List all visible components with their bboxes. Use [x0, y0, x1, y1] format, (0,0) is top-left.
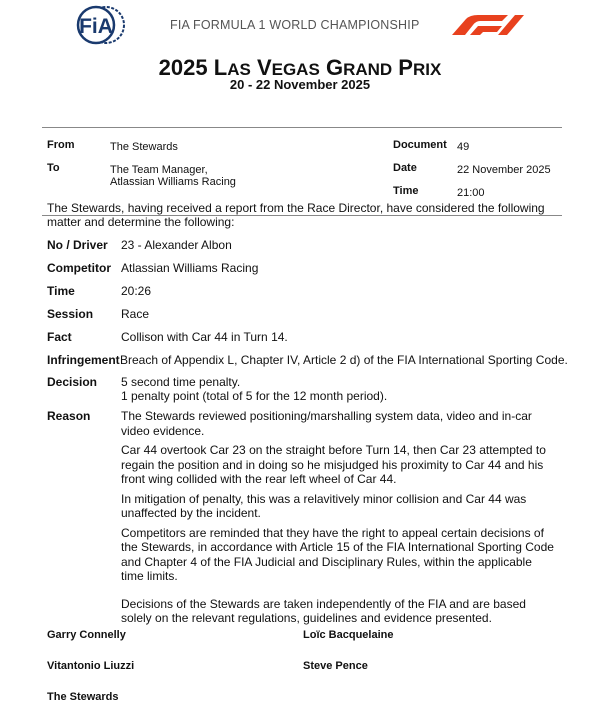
to-value-1: The Team Manager, [110, 164, 208, 176]
driver-value: 23 - Alexander Albon [121, 238, 232, 252]
document-label: Document [393, 139, 447, 151]
reason-paragraph: Competitors are reminded that they have the right to appeal certain decisions of the Stewards, in accordance with Article 15 of the FIA International Sporting Code and Chapter 4 of the FIA Judicial and Disciplinary Rules, within the applicable time limits. [121, 525, 554, 583]
word-initial: G [325, 55, 344, 80]
fact-label: Fact [47, 330, 72, 344]
infringement-label: Infringement [47, 353, 120, 367]
steward-signature: Garry Connelly [47, 629, 126, 641]
stewards-footer: The Stewards [47, 691, 119, 703]
divider [42, 127, 562, 128]
to-label: To [47, 162, 60, 174]
decision-label: Decision [47, 375, 98, 389]
time-label: Time [393, 185, 419, 197]
from-value: The Stewards [110, 141, 178, 153]
steward-signature: Vitantonio Liuzzi [47, 660, 135, 672]
word-rest: AS [227, 60, 251, 79]
from-label: From [47, 139, 75, 151]
championship-title: FIA FORMULA 1 WORLD CHAMPIONSHIP [170, 18, 420, 32]
driver-label: No / Driver [47, 238, 108, 252]
svg-text:FiA: FiA [79, 15, 113, 38]
f1-logo [452, 13, 528, 37]
event-dates: 20 - 22 November 2025 [229, 77, 371, 92]
event-title: 2025 LAS VEGAS GRAND PRIX [158, 55, 442, 80]
word-rest: EGAS [271, 60, 320, 79]
word-rest: RIX [412, 60, 442, 79]
time-value: 21:00 [457, 187, 485, 199]
time-value: 20:26 [121, 284, 152, 298]
time-label: Time [47, 284, 75, 298]
steward-signature: Steve Pence [303, 660, 368, 672]
reason-paragraph: In mitigation of penalty, this was a relavitively minor collision and Car 44 was unaffected by the incident. [121, 491, 527, 520]
decision-value-2: 1 penalty point (total of 5 for the 12 month period). [121, 389, 388, 403]
steward-signature: Loïc Bacquelaine [303, 629, 394, 641]
word-initial: V [256, 55, 272, 80]
date-label: Date [393, 162, 417, 174]
word-rest: RAND [343, 60, 393, 79]
reason-text [121, 409, 556, 631]
competitor-value: Atlassian Williams Racing [121, 261, 259, 275]
infringement-value: Breach of Appendix L, Chapter IV, Article 2 d) of the FIA International Sporting Code. [120, 353, 568, 367]
word-initial: P [398, 55, 413, 80]
to-value-2: Atlassian Williams Racing [110, 176, 236, 188]
session-value: Race [121, 307, 150, 321]
fact-value: Collison with Car 44 in Turn 14. [121, 330, 288, 344]
reason-paragraph: Decisions of the Stewards are taken independently of the FIA and are based solely on the relevant regulations, guidelines and evidence presented. [121, 596, 526, 625]
reason-label: Reason [47, 409, 91, 423]
reason-paragraph: The Stewards reviewed positioning/marshalling system data, video and in-car video evidence. [121, 409, 532, 438]
decision-value-1: 5 second time penalty. [121, 375, 241, 389]
intro-text: The Stewards, having received a report from the Race Director, have considered the following matter and determine the following: [47, 201, 545, 229]
session-label: Session [47, 307, 94, 321]
document-value: 49 [457, 141, 470, 153]
fia-logo [76, 4, 126, 46]
word-initial: L [213, 55, 228, 80]
date-value: 22 November 2025 [457, 164, 551, 176]
reason-paragraph: Car 44 overtook Car 23 on the straight before Turn 14, then Car 23 attempted to regain the position and in doing so he misjudged his proximity to Car 44 and his front wing collided with the rear left wheel of Car 44. [121, 443, 546, 486]
competitor-label: Competitor [47, 261, 111, 275]
